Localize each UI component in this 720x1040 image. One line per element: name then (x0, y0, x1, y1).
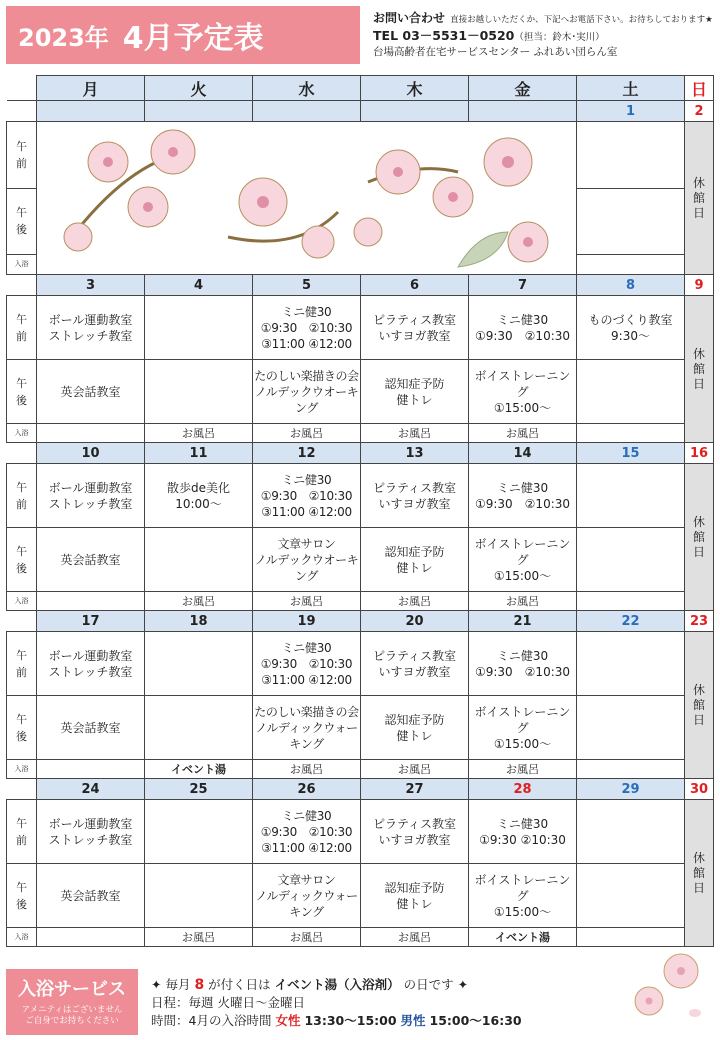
cell-bath: イベント湯 (145, 760, 253, 779)
bath-service-box (6, 969, 138, 1035)
cell-bath (37, 424, 145, 443)
date-number: 6 (361, 275, 469, 296)
cell-pm[interactable] (145, 696, 253, 760)
title-main: 4月予定表 (122, 21, 264, 56)
date-number: 12 (253, 443, 361, 464)
title-banner (6, 6, 360, 64)
week-corner (7, 275, 37, 296)
cell-pm[interactable]: 英会話教室 (37, 696, 145, 760)
cell-am[interactable]: ミニ健30 ①9:30 ②10:30 ③11:00 ④12:00 (253, 632, 361, 696)
cell-pm[interactable]: 認知症予防 健トレ (361, 864, 469, 928)
date-number: 10 (37, 443, 145, 464)
cell-pm[interactable]: たのしい楽描きの会 ノルデックウオーキング (253, 360, 361, 424)
cell-bath (577, 592, 685, 611)
date-number: 3 (37, 275, 145, 296)
bath-time-line (151, 1012, 522, 1030)
cell-am[interactable]: ミニ健30 ①9:30 ②10:30 (469, 296, 577, 360)
date-number: 20 (361, 611, 469, 632)
date-number: 27 (361, 779, 469, 800)
day-header-0: 月 (37, 76, 145, 101)
cell-am[interactable]: ミニ健30 ①9:30 ②10:30 ③11:00 ④12:00 (253, 296, 361, 360)
date-number: 13 (361, 443, 469, 464)
cell-bath: お風呂 (145, 592, 253, 611)
date-number (145, 101, 253, 122)
cell-bath: お風呂 (361, 928, 469, 947)
contact-tel[interactable]: TEL 03－5531－0520 (373, 27, 515, 43)
cell-pm[interactable]: ボイストレーニング ①15:00～ (469, 528, 577, 592)
cell-pm[interactable] (145, 528, 253, 592)
cell-am[interactable]: ミニ健30 ①9:30 ②10:30 ③11:00 ④12:00 (253, 464, 361, 528)
cell-bath: お風呂 (253, 760, 361, 779)
cell-pm[interactable] (145, 864, 253, 928)
day-header-5: 土 (577, 76, 685, 101)
cell-am[interactable]: ピラティス教室 いすヨガ教室 (361, 296, 469, 360)
cell-pm[interactable]: 文章サロン ノルデックウオーキング (253, 528, 361, 592)
cell-am[interactable]: ものづくり教室 9:30～ (577, 296, 685, 360)
day-header-6: 日 (685, 76, 714, 101)
cell-pm[interactable] (145, 360, 253, 424)
cell-pm[interactable]: 文章サロン ノルディックウォーキング (253, 864, 361, 928)
cell-am[interactable]: ミニ健30 ①9:30 ②10:30 (469, 800, 577, 864)
title-year: 2023年 (18, 23, 109, 52)
cherry-blossom-illustration (37, 122, 577, 275)
contact-center: 台場高齢者在宅サービスセンター ふれあい団らん室 (373, 46, 618, 58)
cell-bath: お風呂 (361, 760, 469, 779)
contact-note: 直接お越しいただくか、下記へお電話下さい。お待ちしております★ (450, 15, 713, 25)
line1-num: 8 (194, 977, 205, 993)
date-number: 30 (685, 779, 714, 800)
cell-pm[interactable]: 英会話教室 (37, 864, 145, 928)
cell-am[interactable]: ミニ健30 ①9:30 ②10:30 ③11:00 ④12:00 (253, 800, 361, 864)
week-corner (7, 779, 37, 800)
bath-event-line (151, 976, 522, 994)
bath-title: 入浴サービス (18, 979, 126, 1000)
cell-am[interactable]: 散歩de美化 10:00～ (145, 464, 253, 528)
line1-mid: が付く日は (208, 977, 271, 992)
contact-staff: （担当：鈴木･実川） (514, 31, 605, 43)
closed-day-label: 休 館 日 (685, 800, 714, 947)
cell-am[interactable]: ボール運動教室 ストレッチ教室 (37, 464, 145, 528)
line1-event: イベント湯（入浴剤） (274, 977, 400, 992)
am-label: 午 前 (7, 122, 37, 189)
cell-bath: お風呂 (361, 424, 469, 443)
date-number: 14 (469, 443, 577, 464)
cell-am[interactable] (145, 296, 253, 360)
cell-am[interactable]: ボール運動教室 ストレッチ教室 (37, 296, 145, 360)
week-corner (7, 611, 37, 632)
cherry-blossom-icon (38, 122, 576, 270)
am-label: 午 前 (7, 464, 37, 528)
cell-bath: お風呂 (361, 592, 469, 611)
date-number: 26 (253, 779, 361, 800)
date-number: 21 (469, 611, 577, 632)
cell-bath (37, 592, 145, 611)
date-number: 2 (685, 101, 714, 122)
date-number: 4 (145, 275, 253, 296)
cell-pm[interactable]: 認知症予防 健トレ (361, 360, 469, 424)
cell-am[interactable] (145, 800, 253, 864)
am-label: 午 前 (7, 296, 37, 360)
cell-bath: お風呂 (469, 760, 577, 779)
cell-pm[interactable] (577, 864, 685, 928)
cell-am[interactable]: ピラティス教室 いすヨガ教室 (361, 632, 469, 696)
female-label: 女性 (275, 1013, 301, 1028)
closed-day-label: 休 館 日 (685, 464, 714, 611)
date-number: 7 (469, 275, 577, 296)
cell-bath-sat (577, 255, 685, 275)
cell-pm[interactable]: 認知症予防 健トレ (361, 528, 469, 592)
date-number: 19 (253, 611, 361, 632)
cell-am[interactable]: ボール運動教室 ストレッチ教室 (37, 800, 145, 864)
bath-footer (6, 969, 714, 1035)
date-number (469, 101, 577, 122)
closed-day-label: 休 館 日 (685, 296, 714, 443)
line3-pre: 時間：4月の入浴時間 (151, 1013, 272, 1028)
day-header-4: 金 (469, 76, 577, 101)
date-number: 5 (253, 275, 361, 296)
date-number (253, 101, 361, 122)
am-label: 午 前 (7, 800, 37, 864)
bath-subtitle: アメニティはございません ご自身でお持ちください (21, 1005, 123, 1026)
contact-info (373, 10, 718, 60)
date-number: 1 (577, 101, 685, 122)
pm-label: 午 後 (7, 360, 37, 424)
bath-label: 入浴 (7, 255, 37, 275)
bath-label: 入浴 (7, 424, 37, 443)
cell-bath (577, 760, 685, 779)
date-number: 24 (37, 779, 145, 800)
cell-am[interactable] (577, 464, 685, 528)
line1-pre: ✦ 毎月 (151, 977, 191, 992)
cell-pm[interactable]: 英会話教室 (37, 360, 145, 424)
bath-label: 入浴 (7, 760, 37, 779)
cell-pm[interactable] (577, 696, 685, 760)
date-number: 25 (145, 779, 253, 800)
male-time: 15:00～16:30 (429, 1013, 522, 1028)
pm-label: 午 後 (7, 188, 37, 255)
cell-am[interactable]: ピラティス教室 いすヨガ教室 (361, 800, 469, 864)
cell-am[interactable] (577, 800, 685, 864)
cell-am-sat (577, 122, 685, 189)
week-corner (7, 443, 37, 464)
cell-pm[interactable]: 認知症予防 健トレ (361, 696, 469, 760)
date-number: 15 (577, 443, 685, 464)
date-number: 18 (145, 611, 253, 632)
day-header-2: 水 (253, 76, 361, 101)
pm-label: 午 後 (7, 864, 37, 928)
cell-bath: お風呂 (253, 424, 361, 443)
cell-bath: お風呂 (469, 424, 577, 443)
bath-label: 入浴 (7, 928, 37, 947)
date-number: 17 (37, 611, 145, 632)
cell-pm-sat (577, 188, 685, 255)
cell-bath (577, 424, 685, 443)
cell-pm[interactable] (577, 360, 685, 424)
week-corner (7, 101, 37, 122)
header-corner (7, 76, 37, 101)
cell-bath: イベント湯 (469, 928, 577, 947)
cell-am[interactable]: ピラティス教室 いすヨガ教室 (361, 464, 469, 528)
day-header-1: 火 (145, 76, 253, 101)
cherry-blossom-corner-illustration (609, 931, 714, 1026)
closed-day-label: 休 館 日 (685, 632, 714, 779)
date-number: 23 (685, 611, 714, 632)
contact-heading: お問い合わせ (373, 11, 446, 25)
day-header-3: 木 (361, 76, 469, 101)
cell-bath (37, 760, 145, 779)
date-number: 8 (577, 275, 685, 296)
bath-schedule-line: 日程：毎週 火曜日～金曜日 (151, 995, 305, 1010)
cell-pm[interactable]: ボイストレーニング ①15:00～ (469, 696, 577, 760)
line1-post: の日です ✦ (403, 977, 469, 992)
cell-bath: お風呂 (145, 424, 253, 443)
calendar-table (6, 75, 714, 947)
cell-am[interactable]: ミニ健30 ①9:30 ②10:30 (469, 464, 577, 528)
cell-pm[interactable]: たのしい楽描きの会 ノルディックウォーキング (253, 696, 361, 760)
cell-pm[interactable]: 英会話教室 (37, 528, 145, 592)
female-time: 13:30～15:00 (304, 1013, 397, 1028)
male-label: 男性 (400, 1013, 426, 1028)
cell-pm[interactable]: ボイストレーニング ①15:00～ (469, 360, 577, 424)
date-number: 9 (685, 275, 714, 296)
date-number: 28 (469, 779, 577, 800)
cell-pm[interactable]: ボイストレーニング ①15:00～ (469, 864, 577, 928)
date-number (37, 101, 145, 122)
cell-bath: お風呂 (253, 928, 361, 947)
cell-am[interactable]: ミニ健30 ①9:30 ②10:30 (469, 632, 577, 696)
date-number (361, 101, 469, 122)
date-number: 11 (145, 443, 253, 464)
cell-bath: お風呂 (145, 928, 253, 947)
cell-bath: お風呂 (469, 592, 577, 611)
pm-label: 午 後 (7, 528, 37, 592)
am-label: 午 前 (7, 632, 37, 696)
date-number: 16 (685, 443, 714, 464)
cell-am[interactable]: ボール運動教室 ストレッチ教室 (37, 632, 145, 696)
cell-pm[interactable] (577, 528, 685, 592)
cell-am[interactable] (577, 632, 685, 696)
closed-day-label: 休 館 日 (685, 122, 714, 275)
pm-label: 午 後 (7, 696, 37, 760)
bath-info (151, 976, 522, 1030)
cell-bath: お風呂 (253, 592, 361, 611)
date-number: 29 (577, 779, 685, 800)
bath-label: 入浴 (7, 592, 37, 611)
date-number: 22 (577, 611, 685, 632)
cell-am[interactable] (145, 632, 253, 696)
cell-bath (37, 928, 145, 947)
